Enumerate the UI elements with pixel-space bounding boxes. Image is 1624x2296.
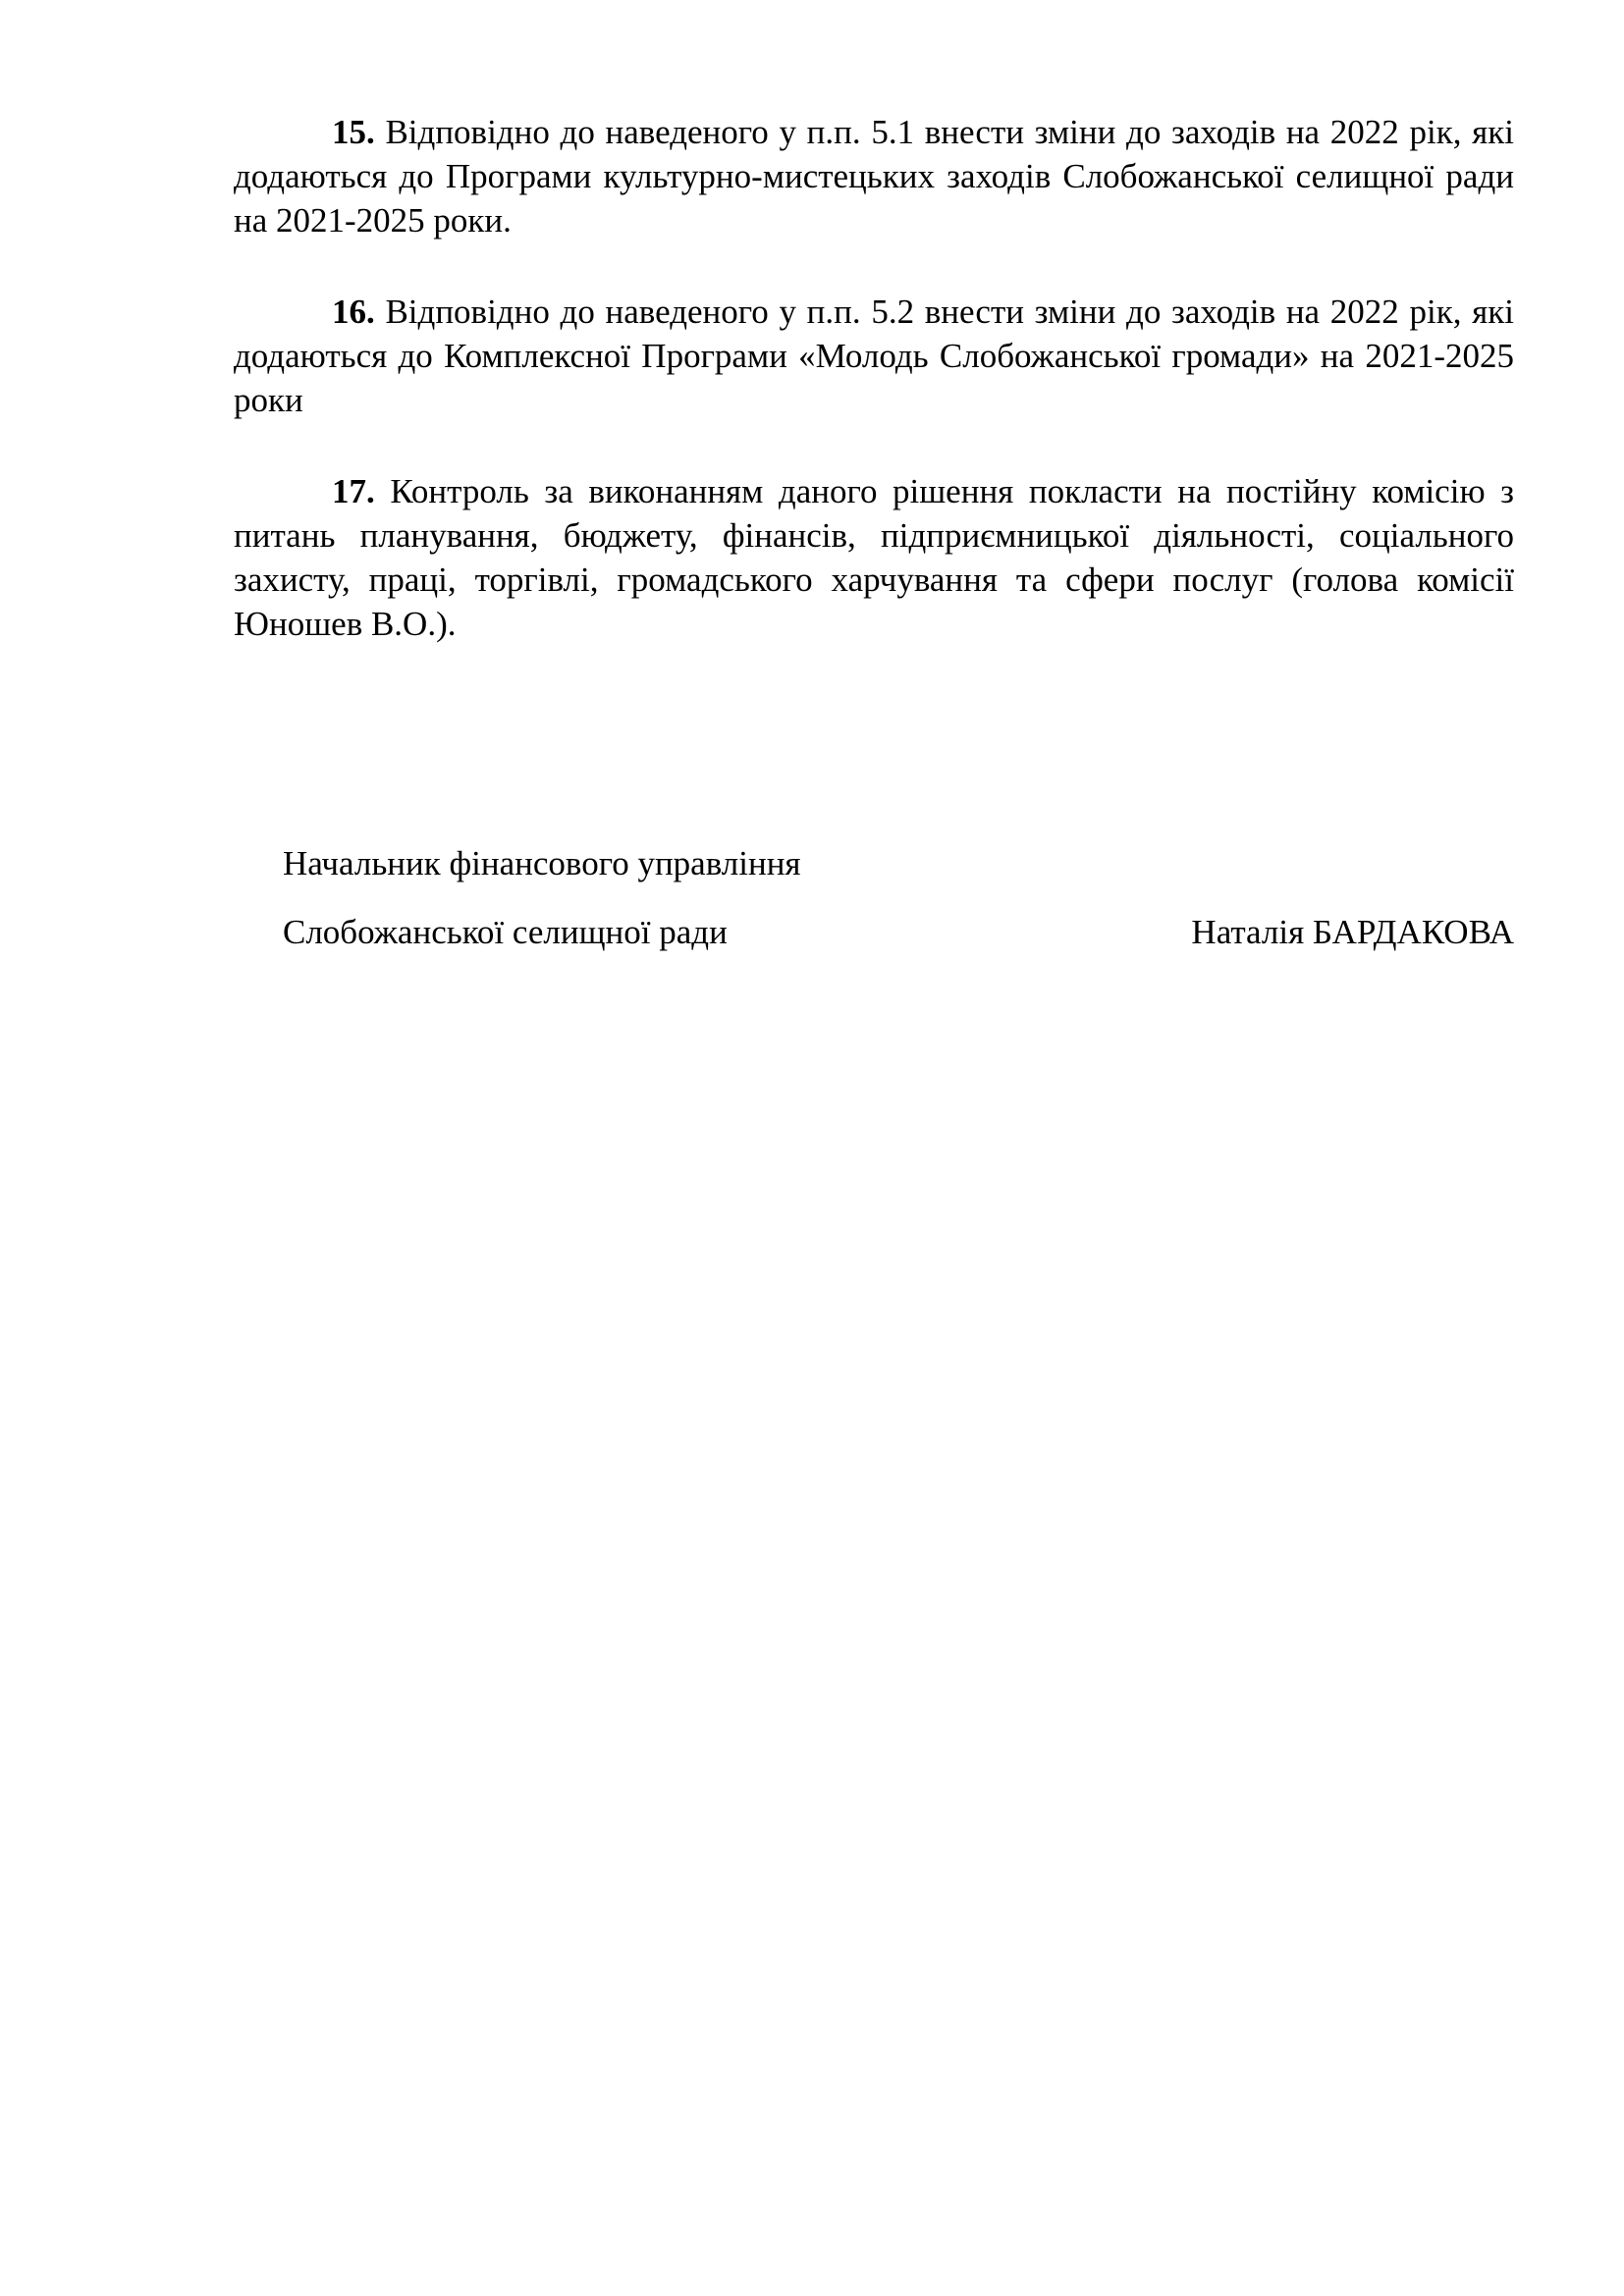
paragraph-text: Відповідно до наведеного у п.п. 5.2 внести зміни до заходів на 2022 рік, які додаються до Комплексної Програми «Молодь Слобожанської громади» на 2021-2025 роки <box>234 293 1514 419</box>
paragraph-17 <box>234 469 1514 646</box>
paragraph-text: Відповідно до наведеного у п.п. 5.1 внести зміни до заходів на 2022 рік, які додаються до Програми культурно-мистецьких заходів Слобожанської селищної ради на 2021-2025 роки. <box>234 113 1514 240</box>
paragraph-number: 16. <box>332 293 375 331</box>
signatory-position-line1: Начальник фінансового управління <box>283 844 801 882</box>
paragraph-number: 15. <box>332 113 375 151</box>
paragraph-number: 17. <box>332 472 375 510</box>
signature-row <box>283 910 1514 954</box>
paragraph-15 <box>234 110 1514 242</box>
signatory-position-line2: Слобожанської селищної ради <box>283 913 728 951</box>
signature-block <box>283 841 1514 954</box>
paragraph-text: Контроль за виконанням даного рішення покласти на постійну комісію з питань планування, бюджету, фінансів, підприємницької діяльності, соціального захисту, праці, торгівлі, громадського харчування та сфери послуг (голова комісії Юношев В.О.). <box>234 472 1514 643</box>
document-body <box>234 110 1514 693</box>
paragraph-16 <box>234 290 1514 422</box>
signatory-name: Наталія БАРДАКОВА <box>1191 913 1514 951</box>
